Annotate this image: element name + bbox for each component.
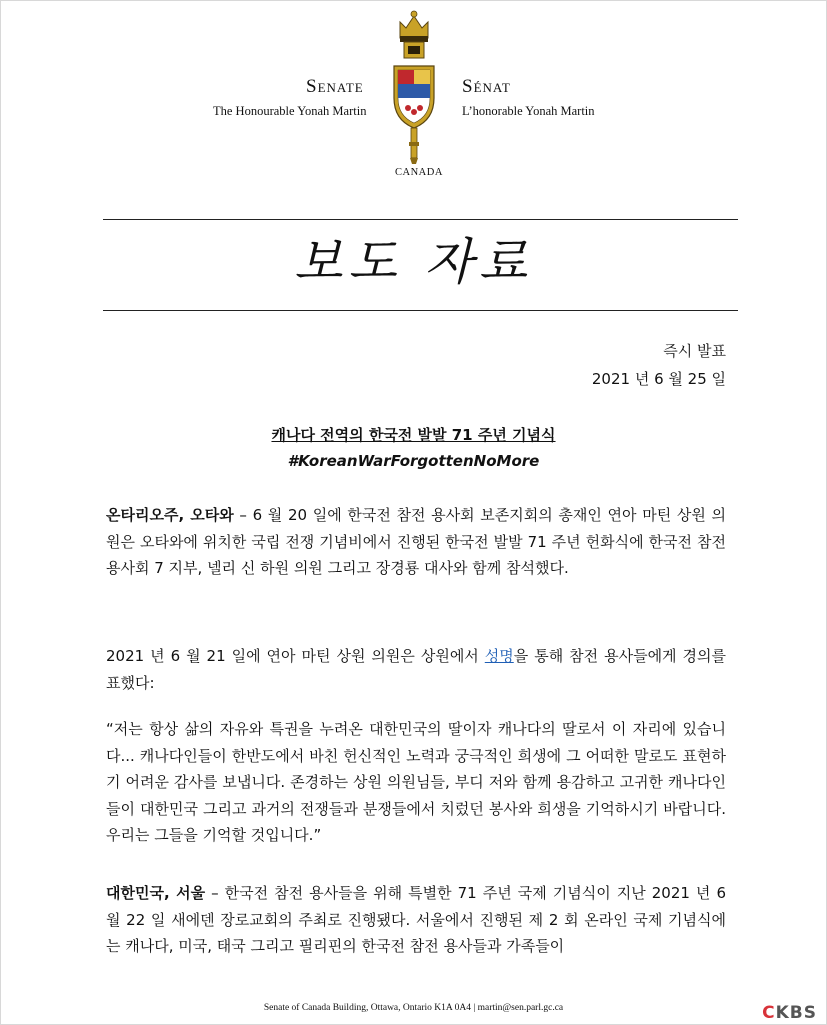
release-type: 즉시 발표 — [663, 342, 726, 360]
heading-rule-top — [103, 219, 738, 220]
release-date: 2021 년 6 월 25 일 — [591, 370, 726, 388]
dateline-ottawa: 온타리오주, 오타와 — [106, 506, 234, 524]
honourable-en: The Honourable Yonah Martin — [213, 104, 367, 118]
paragraph-2-text-after: 을 통해 참전 용사들에게 경의를 표했다: — [106, 647, 726, 692]
footer-address: Senate of Canada Building, Ottawa, Ontario K1A 0A4 | martin@sen.parl.gc.ca — [263, 1003, 564, 1013]
senate-en-label: Senate — [306, 76, 364, 97]
statement-link[interactable]: 성명 — [484, 647, 514, 665]
quote-paragraph: “저는 항상 삶의 자유와 특권을 누려온 대한민국의 딸이자 캐나다의 딸로서 이 자리에 있습니다... 캐나다인들이 한반도에서 바친 헌신적인 노력과 궁극적인 희생에 그 어떠한 말로도 표현하기 어려운 감사를 보냅니다. 존경하는 상원 의원님들, 부디 저와 함께 용감하고 고귀한 캐나다인들이 대한민국 그리고 과거의 전쟁들과 분쟁들에서 치렀던 봉사와 희생을 기억하시기 바랍니다. 우리는 그들을 기억할 것입니다.” — [106, 720, 727, 844]
heading-rule-bottom — [103, 310, 738, 311]
paragraph-4 — [106, 880, 726, 960]
dateline-seoul: 대한민국, 서울 — [106, 884, 206, 902]
paragraph-1 — [106, 502, 726, 582]
paragraph-4-text: – 한국전 참전 용사들을 위해 특별한 71 주년 국제 기념식이 지난 2021 년 6 월 22 일 새에덴 장로교회의 주최로 진행됐다. 서울에서 진행된 제 2 회 온라인 국제 기념식에는 캐나다, 미국, 태국 그리고 필리핀의 한국전 참전 용사들과 가족들이 — [106, 884, 726, 955]
senate-crest-icon — [390, 8, 438, 166]
hashtag: #KoreanWarForgottenNoMore — [287, 452, 540, 470]
press-release-heading: 보도 자료 — [293, 233, 534, 291]
ckbs-watermark-logo: CKBS — [762, 1003, 817, 1023]
paragraph-1-text: – 6 월 20 일에 한국전 참전 용사회 보존지회의 총재인 연아 마틴 상원 의원은 오타와에 위치한 국립 전쟁 기념비에서 진행된 한국전 발발 71 주년 헌화식에 한국전 참전 용사회 7 지부, 넬리 신 하원 의원 그리고 장경룡 대사와 함께 참석했다. — [106, 506, 726, 577]
senate-fr-label: Sénat — [462, 76, 511, 97]
paragraph-2 — [106, 643, 726, 696]
country-label: CANADA — [395, 167, 443, 178]
paragraph-2-text-before: 2021 년 6 월 21 일에 연아 마틴 상원 의원은 상원에서 — [106, 647, 485, 665]
document-title-text: 캐나다 전역의 한국전 발발 71 주년 기념식 — [271, 426, 556, 444]
honourable-fr: L’honorable Yonah Martin — [462, 104, 595, 118]
document-title — [0, 424, 827, 445]
